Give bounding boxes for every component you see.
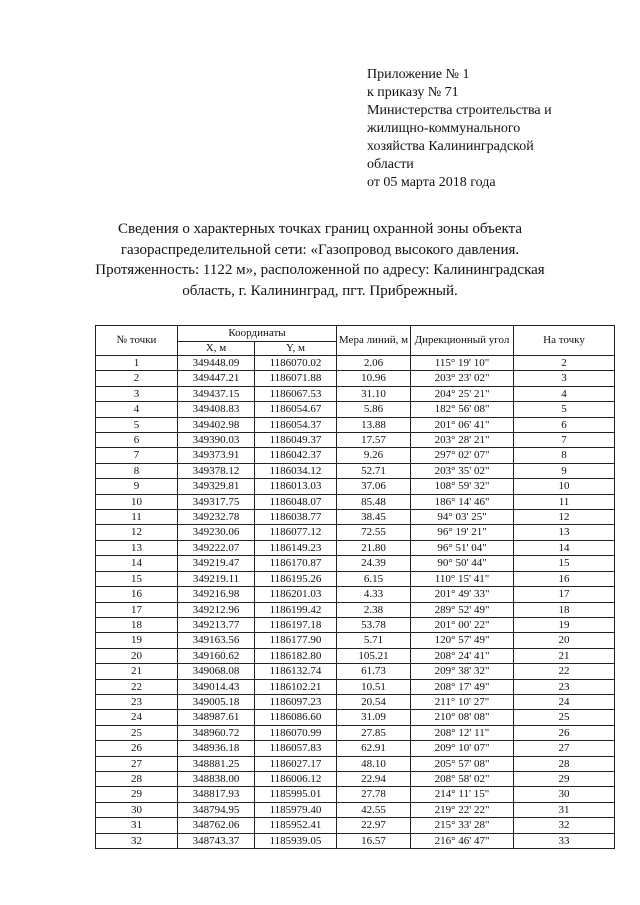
cell-x: 349216.98 — [178, 587, 255, 602]
cell-x: 348987.61 — [178, 710, 255, 725]
cell-to-point: 28 — [514, 756, 615, 771]
cell-point: 2 — [96, 371, 178, 386]
cell-to-point: 8 — [514, 448, 615, 463]
cell-angle: 186° 14' 46" — [411, 494, 514, 509]
title-line: газораспределительной сети: «Газопровод высокого давления. — [120, 241, 520, 258]
cell-point: 23 — [96, 694, 178, 709]
table-row — [96, 787, 615, 802]
cell-to-point: 23 — [514, 679, 615, 694]
cell-to-point: 3 — [514, 371, 615, 386]
cell-length: 31.09 — [337, 710, 411, 725]
table-row — [96, 494, 615, 509]
table-row — [96, 617, 615, 632]
cell-length: 20.54 — [337, 694, 411, 709]
cell-point: 19 — [96, 633, 178, 648]
cell-x: 348936.18 — [178, 741, 255, 756]
cell-length: 4.33 — [337, 587, 411, 602]
cell-y: 1186042.37 — [255, 448, 337, 463]
cell-point: 14 — [96, 556, 178, 571]
cell-y: 1186038.77 — [255, 510, 337, 525]
cell-x: 349219.11 — [178, 571, 255, 586]
cell-angle: 201° 00' 22" — [411, 617, 514, 632]
cell-length: 2.06 — [337, 356, 411, 371]
cell-y: 1186034.12 — [255, 463, 337, 478]
annex-line: области — [367, 157, 414, 172]
cell-point: 26 — [96, 741, 178, 756]
cell-x: 348743.37 — [178, 833, 255, 848]
cell-point: 18 — [96, 617, 178, 632]
cell-length: 27.78 — [337, 787, 411, 802]
cell-to-point: 31 — [514, 802, 615, 817]
cell-angle: 108° 59' 32" — [411, 479, 514, 494]
cell-length: 48.10 — [337, 756, 411, 771]
table-row — [96, 448, 615, 463]
cell-y: 1186149.23 — [255, 540, 337, 555]
cell-x: 348838.00 — [178, 771, 255, 786]
cell-length: 53.78 — [337, 617, 411, 632]
title-line: Протяженность: 1122 м», расположенной по адресу: Калининградская — [95, 262, 545, 278]
table-row — [96, 710, 615, 725]
cell-to-point: 9 — [514, 463, 615, 478]
cell-angle: 90° 50' 44" — [411, 556, 514, 571]
cell-x: 349160.62 — [178, 648, 255, 663]
table-row — [96, 664, 615, 679]
cell-angle: 203° 23' 02" — [411, 371, 514, 386]
cell-angle: 219° 22' 22" — [411, 802, 514, 817]
cell-angle: 297° 02' 07" — [411, 448, 514, 463]
cell-angle: 120° 57' 49" — [411, 633, 514, 648]
cell-point: 32 — [96, 833, 178, 848]
annex-line: Приложение № 1 — [367, 67, 470, 82]
cell-point: 28 — [96, 771, 178, 786]
cell-y: 1186201.03 — [255, 587, 337, 602]
cell-to-point: 22 — [514, 664, 615, 679]
header-angle: Дирекционный угол — [411, 326, 514, 356]
cell-length: 85.48 — [337, 494, 411, 509]
table-row — [96, 356, 615, 371]
cell-x: 349230.06 — [178, 525, 255, 540]
cell-to-point: 12 — [514, 510, 615, 525]
cell-point: 11 — [96, 510, 178, 525]
cell-point: 25 — [96, 725, 178, 740]
annex-line: хозяйства Калининградской — [367, 139, 534, 154]
cell-x: 348881.25 — [178, 756, 255, 771]
cell-angle: 115° 19' 10" — [411, 356, 514, 371]
cell-to-point: 21 — [514, 648, 615, 663]
cell-y: 1186197.18 — [255, 617, 337, 632]
cell-point: 29 — [96, 787, 178, 802]
table-row — [96, 386, 615, 401]
cell-x: 349402.98 — [178, 417, 255, 432]
table-row — [96, 587, 615, 602]
cell-to-point: 26 — [514, 725, 615, 740]
table-row — [96, 433, 615, 448]
cell-angle: 211° 10' 27" — [411, 694, 514, 709]
table-row — [96, 417, 615, 432]
cell-x: 349232.78 — [178, 510, 255, 525]
cell-y: 1186013.03 — [255, 479, 337, 494]
cell-length: 5.71 — [337, 633, 411, 648]
cell-angle: 210° 08' 08" — [411, 710, 514, 725]
annex-line: от 05 марта 2018 года — [367, 175, 496, 190]
table-row — [96, 679, 615, 694]
cell-y: 1186048.07 — [255, 494, 337, 509]
table-row — [96, 741, 615, 756]
cell-length: 42.55 — [337, 802, 411, 817]
cell-length: 16.57 — [337, 833, 411, 848]
cell-length: 10.51 — [337, 679, 411, 694]
cell-y: 1186195.26 — [255, 571, 337, 586]
cell-angle: 204° 25' 21" — [411, 386, 514, 401]
cell-length: 6.15 — [337, 571, 411, 586]
cell-length: 9.26 — [337, 448, 411, 463]
cell-angle: 182° 56' 08" — [411, 402, 514, 417]
cell-x: 349222.07 — [178, 540, 255, 555]
cell-y: 1186170.87 — [255, 556, 337, 571]
cell-x: 349163.56 — [178, 633, 255, 648]
cell-to-point: 30 — [514, 787, 615, 802]
cell-to-point: 2 — [514, 356, 615, 371]
cell-angle: 208° 17' 49" — [411, 679, 514, 694]
cell-length: 37.06 — [337, 479, 411, 494]
annex-line: жилищно-коммунального — [367, 121, 521, 136]
cell-y: 1186071.88 — [255, 371, 337, 386]
cell-y: 1186049.37 — [255, 433, 337, 448]
cell-length: 17.57 — [337, 433, 411, 448]
cell-length: 21.80 — [337, 540, 411, 555]
cell-length: 27.85 — [337, 725, 411, 740]
cell-point: 1 — [96, 356, 178, 371]
annex-block — [367, 66, 607, 192]
cell-y: 1186067.53 — [255, 386, 337, 401]
cell-to-point: 29 — [514, 771, 615, 786]
cell-to-point: 7 — [514, 433, 615, 448]
cell-point: 15 — [96, 571, 178, 586]
cell-to-point: 16 — [514, 571, 615, 586]
document-title — [80, 219, 560, 301]
cell-point: 7 — [96, 448, 178, 463]
cell-length: 2.38 — [337, 602, 411, 617]
cell-to-point: 19 — [514, 617, 615, 632]
cell-y: 1186132.74 — [255, 664, 337, 679]
cell-point: 22 — [96, 679, 178, 694]
cell-y: 1186057.83 — [255, 741, 337, 756]
table-row — [96, 818, 615, 833]
cell-x: 349213.77 — [178, 617, 255, 632]
cell-y: 1185939.05 — [255, 833, 337, 848]
table-row — [96, 556, 615, 571]
cell-x: 349212.96 — [178, 602, 255, 617]
cell-point: 21 — [96, 664, 178, 679]
table-row — [96, 648, 615, 663]
cell-point: 9 — [96, 479, 178, 494]
cell-point: 17 — [96, 602, 178, 617]
cell-x: 349329.81 — [178, 479, 255, 494]
cell-angle: 201° 49' 33" — [411, 587, 514, 602]
table-row — [96, 771, 615, 786]
table-row — [96, 756, 615, 771]
cell-point: 12 — [96, 525, 178, 540]
cell-point: 24 — [96, 710, 178, 725]
header-y: Y, м — [255, 342, 337, 356]
cell-length: 22.94 — [337, 771, 411, 786]
cell-to-point: 5 — [514, 402, 615, 417]
cell-to-point: 18 — [514, 602, 615, 617]
cell-point: 5 — [96, 417, 178, 432]
table-row — [96, 525, 615, 540]
cell-angle: 208° 24' 41" — [411, 648, 514, 663]
cell-angle: 216° 46' 47" — [411, 833, 514, 848]
cell-to-point: 14 — [514, 540, 615, 555]
cell-angle: 201° 06' 41" — [411, 417, 514, 432]
cell-x: 349390.03 — [178, 433, 255, 448]
header-x: X, м — [178, 342, 255, 356]
cell-length: 22.97 — [337, 818, 411, 833]
points-table — [95, 325, 615, 849]
cell-x: 349005.18 — [178, 694, 255, 709]
cell-length: 31.10 — [337, 386, 411, 401]
cell-length: 105.21 — [337, 648, 411, 663]
cell-to-point: 20 — [514, 633, 615, 648]
cell-x: 349447.21 — [178, 371, 255, 386]
cell-angle: 209° 10' 07" — [411, 741, 514, 756]
cell-angle: 208° 12' 11" — [411, 725, 514, 740]
table-row — [96, 602, 615, 617]
cell-to-point: 24 — [514, 694, 615, 709]
header-point: № точки — [96, 326, 178, 356]
cell-length: 61.73 — [337, 664, 411, 679]
cell-x: 348960.72 — [178, 725, 255, 740]
cell-angle: 214° 11' 15" — [411, 787, 514, 802]
cell-y: 1186054.37 — [255, 417, 337, 432]
cell-x: 349437.15 — [178, 386, 255, 401]
cell-point: 31 — [96, 818, 178, 833]
cell-point: 10 — [96, 494, 178, 509]
cell-y: 1186199.42 — [255, 602, 337, 617]
cell-x: 348817.93 — [178, 787, 255, 802]
table-row — [96, 510, 615, 525]
cell-to-point: 11 — [514, 494, 615, 509]
cell-y: 1186102.21 — [255, 679, 337, 694]
cell-to-point: 15 — [514, 556, 615, 571]
cell-point: 16 — [96, 587, 178, 602]
cell-y: 1186182.80 — [255, 648, 337, 663]
table-row — [96, 694, 615, 709]
cell-y: 1185979.40 — [255, 802, 337, 817]
cell-x: 349378.12 — [178, 463, 255, 478]
cell-angle: 96° 51' 04" — [411, 540, 514, 555]
title-line: область, г. Калининград, пгт. Прибрежный. — [182, 282, 458, 299]
cell-x: 349068.08 — [178, 664, 255, 679]
cell-y: 1186086.60 — [255, 710, 337, 725]
cell-length: 13.88 — [337, 417, 411, 432]
table-row — [96, 633, 615, 648]
cell-point: 8 — [96, 463, 178, 478]
cell-y: 1186177.90 — [255, 633, 337, 648]
table-row — [96, 725, 615, 740]
cell-x: 348762.06 — [178, 818, 255, 833]
cell-to-point: 17 — [514, 587, 615, 602]
cell-point: 27 — [96, 756, 178, 771]
cell-y: 1186097.23 — [255, 694, 337, 709]
cell-length: 52.71 — [337, 463, 411, 478]
cell-to-point: 4 — [514, 386, 615, 401]
cell-length: 24.39 — [337, 556, 411, 571]
cell-to-point: 33 — [514, 833, 615, 848]
cell-angle: 205° 57' 08" — [411, 756, 514, 771]
cell-length: 62.91 — [337, 741, 411, 756]
cell-y: 1186070.02 — [255, 356, 337, 371]
cell-to-point: 13 — [514, 525, 615, 540]
cell-to-point: 32 — [514, 818, 615, 833]
title-line: Сведения о характерных точках границ охранной зоны объекта — [117, 221, 523, 237]
cell-y: 1186077.12 — [255, 525, 337, 540]
table-row — [96, 571, 615, 586]
header-length: Мера линий, м — [337, 326, 411, 356]
cell-y: 1186054.67 — [255, 402, 337, 417]
cell-y: 1186027.17 — [255, 756, 337, 771]
cell-length: 38.45 — [337, 510, 411, 525]
cell-angle: 203° 35' 02" — [411, 463, 514, 478]
cell-angle: 209° 38' 32" — [411, 664, 514, 679]
cell-y: 1186006.12 — [255, 771, 337, 786]
cell-angle: 215° 33' 28" — [411, 818, 514, 833]
cell-point: 6 — [96, 433, 178, 448]
cell-length: 10.96 — [337, 371, 411, 386]
cell-angle: 96° 19' 21" — [411, 525, 514, 540]
cell-point: 4 — [96, 402, 178, 417]
table-row — [96, 479, 615, 494]
cell-angle: 289° 52' 49" — [411, 602, 514, 617]
cell-point: 20 — [96, 648, 178, 663]
cell-point: 13 — [96, 540, 178, 555]
cell-x: 349373.91 — [178, 448, 255, 463]
cell-x: 349317.75 — [178, 494, 255, 509]
header-to-point: На точку — [514, 326, 615, 356]
cell-to-point: 6 — [514, 417, 615, 432]
table-row — [96, 463, 615, 478]
annex-line: к приказу № 71 — [367, 85, 459, 100]
table-row — [96, 802, 615, 817]
table-row — [96, 833, 615, 848]
cell-point: 30 — [96, 802, 178, 817]
cell-y: 1186070.99 — [255, 725, 337, 740]
table-row — [96, 540, 615, 555]
cell-to-point: 25 — [514, 710, 615, 725]
cell-x: 349408.83 — [178, 402, 255, 417]
annex-line: Министерства строительства и — [367, 103, 552, 118]
table-row — [96, 371, 615, 386]
cell-y: 1185995.01 — [255, 787, 337, 802]
cell-angle: 110° 15' 41" — [411, 571, 514, 586]
cell-angle: 94° 03' 25" — [411, 510, 514, 525]
cell-angle: 208° 58' 02" — [411, 771, 514, 786]
cell-point: 3 — [96, 386, 178, 401]
cell-to-point: 27 — [514, 741, 615, 756]
cell-x: 349014.43 — [178, 679, 255, 694]
cell-x: 348794.95 — [178, 802, 255, 817]
cell-angle: 203° 28' 21" — [411, 433, 514, 448]
table-row — [96, 402, 615, 417]
cell-to-point: 10 — [514, 479, 615, 494]
header-coords: Координаты — [178, 326, 337, 342]
table-body — [96, 356, 615, 849]
cell-length: 72.55 — [337, 525, 411, 540]
cell-x: 349219.47 — [178, 556, 255, 571]
cell-x: 349448.09 — [178, 356, 255, 371]
cell-length: 5.86 — [337, 402, 411, 417]
cell-y: 1185952.41 — [255, 818, 337, 833]
